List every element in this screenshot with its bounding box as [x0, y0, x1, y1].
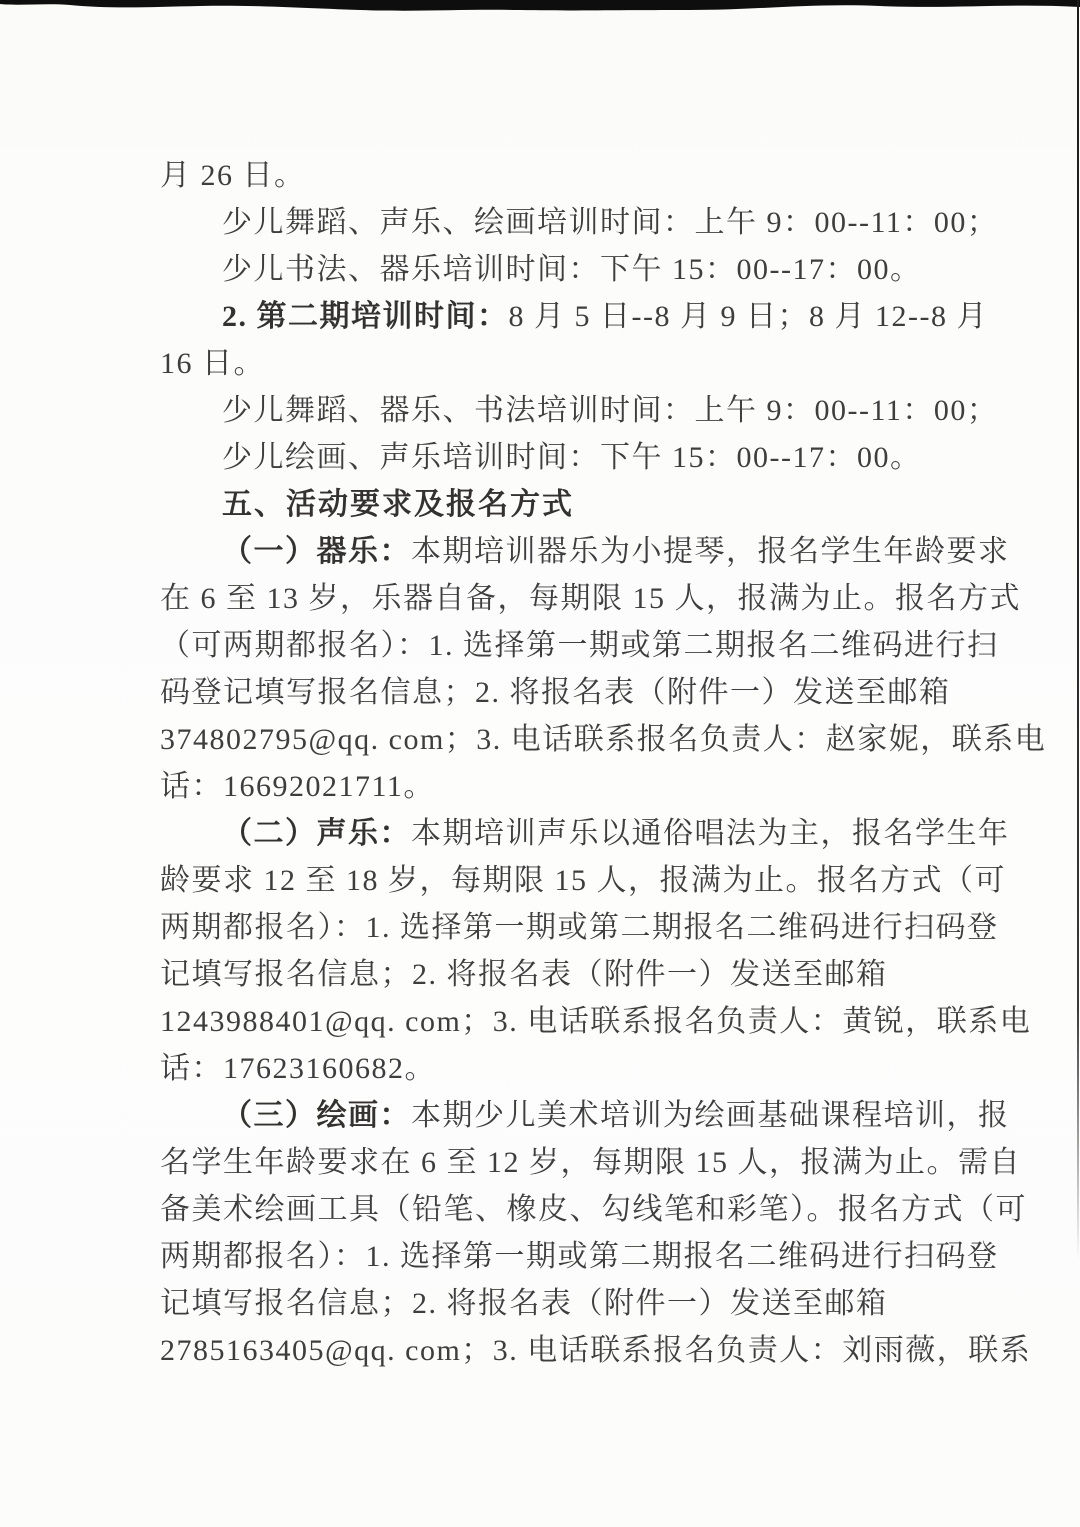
- doc-line-bold-lead: （一）器乐：: [222, 535, 411, 568]
- doc-line-email: [160, 716, 1046, 763]
- doc-line-text: 两期都报名）：1. 选择第一期或第二期报名二维码进行扫码登: [160, 1240, 999, 1273]
- doc-line-text: 374802795@qq. com；3. 电话联系报名负责人：赵家妮，联系电: [160, 723, 1047, 756]
- doc-line-email: [160, 998, 1046, 1045]
- doc-line: [160, 293, 1046, 340]
- doc-line-text: 记填写报名信息；2. 将报名表（附件一）发送至邮箱: [160, 958, 888, 991]
- doc-line-text: 记填写报名信息；2. 将报名表（附件一）发送至邮箱: [160, 1287, 888, 1320]
- section-heading-text: 五、活动要求及报名方式: [222, 488, 574, 521]
- doc-line: [160, 340, 1046, 387]
- doc-line-text: 月 26 日。: [160, 159, 306, 192]
- doc-line-phone: [160, 1045, 1046, 1092]
- doc-line: [160, 1186, 1046, 1233]
- doc-line-text: 备美术绘画工具（铅笔、橡皮、勾线笔和彩笔）。报名方式（可: [160, 1193, 1027, 1226]
- section-heading: [160, 481, 1046, 528]
- doc-line-text: 两期都报名）：1. 选择第一期或第二期报名二维码进行扫码登: [160, 911, 999, 944]
- doc-line: [160, 622, 1046, 669]
- doc-line: [160, 1280, 1046, 1327]
- doc-line-text: 本期少儿美术培训为绘画基础课程培训，报: [411, 1099, 1010, 1132]
- doc-line: [160, 1092, 1046, 1139]
- doc-line: [160, 857, 1046, 904]
- doc-line-phone: [160, 763, 1046, 810]
- doc-line-text: 2785163405@qq. com；3. 电话联系报名负责人：刘雨薇，联系: [160, 1334, 1032, 1367]
- doc-line-text: 少儿舞蹈、声乐、绘画培训时间：上午 9：00--11：00；: [222, 206, 999, 239]
- doc-line-text: 16 日。: [160, 347, 265, 380]
- doc-line-text: 8 月 5 日--8 月 9 日；8 月 12--8 月: [508, 300, 988, 333]
- doc-line-text: 龄要求 12 至 18 岁，每期限 15 人，报满为止。报名方式（可: [160, 864, 1006, 897]
- doc-line-text: 在 6 至 13 岁，乐器自备，每期限 15 人，报满为止。报名方式: [160, 582, 1021, 615]
- doc-line: [160, 199, 1046, 246]
- doc-line-text: 本期培训声乐以通俗唱法为主，报名学生年: [411, 817, 1010, 850]
- doc-line: [160, 904, 1046, 951]
- doc-line-text: 话：17623160682。: [160, 1052, 436, 1085]
- doc-line-bold-lead: （二）声乐：: [222, 817, 411, 850]
- doc-line: [160, 152, 1046, 199]
- doc-line-bold-lead: （三）绘画：: [222, 1099, 411, 1132]
- doc-line: [160, 810, 1046, 857]
- doc-line: [160, 528, 1046, 575]
- doc-line-text: 话：16692021711。: [160, 770, 435, 803]
- doc-line: [160, 669, 1046, 716]
- doc-line-text: 少儿书法、器乐培训时间：下午 15：00--17：00。: [222, 253, 922, 286]
- doc-line-text: 码登记填写报名信息；2. 将报名表（附件一）发送至邮箱: [160, 676, 951, 709]
- doc-line: [160, 1139, 1046, 1186]
- doc-line-text: 名学生年龄要求在 6 至 12 岁，每期限 15 人，报满为止。需自: [160, 1146, 1021, 1179]
- document-body: [160, 152, 1046, 1374]
- doc-line-bold-lead: 2. 第二期培训时间：: [222, 300, 509, 333]
- doc-line-text: 本期培训器乐为小提琴，报名学生年龄要求: [411, 535, 1010, 568]
- doc-line-text: 少儿绘画、声乐培训时间：下午 15：00--17：00。: [222, 441, 922, 474]
- doc-line-text: 1243988401@qq. com；3. 电话联系报名负责人：黄锐，联系电: [160, 1005, 1032, 1038]
- doc-line: [160, 387, 1046, 434]
- doc-line: [160, 1233, 1046, 1280]
- scan-edge-right-artifact: [1077, 0, 1079, 1260]
- doc-line: [160, 246, 1046, 293]
- scan-edge-top-artifact: [0, 0, 1080, 12]
- doc-line: [160, 951, 1046, 998]
- doc-line-email: [160, 1327, 1046, 1374]
- doc-line-text: 少儿舞蹈、器乐、书法培训时间：上午 9：00--11：00；: [222, 394, 999, 427]
- doc-line-text: （可两期都报名）：1. 选择第一期或第二期报名二维码进行扫: [160, 629, 999, 662]
- doc-line: [160, 575, 1046, 622]
- doc-line: [160, 434, 1046, 481]
